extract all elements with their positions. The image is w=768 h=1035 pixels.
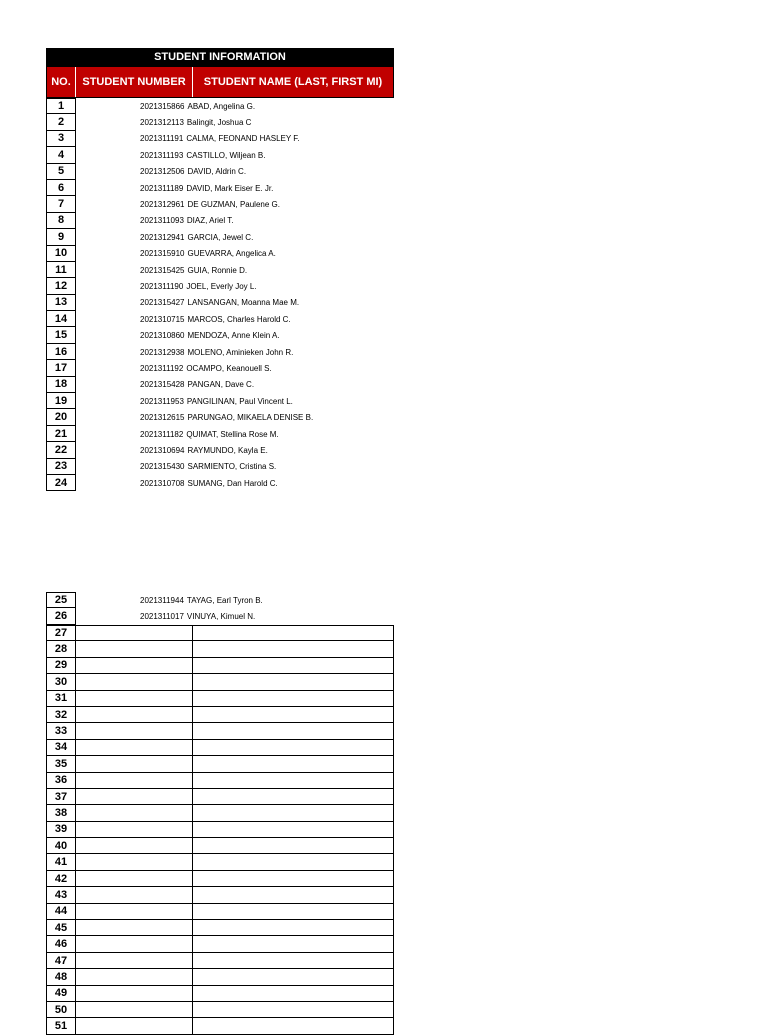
table-row	[46, 246, 394, 262]
table-row	[46, 740, 394, 756]
empty-cells	[76, 822, 394, 838]
student-record	[140, 377, 254, 393]
row-number: 30	[46, 674, 76, 690]
empty-cells	[76, 723, 394, 739]
student-number: 2021311182	[140, 429, 184, 439]
student-number: 2021311189	[140, 183, 184, 193]
student-record	[140, 475, 278, 491]
row-number: 44	[46, 904, 76, 920]
student-record	[140, 98, 255, 114]
table-row	[46, 164, 394, 180]
student-number: 2021312941	[140, 232, 185, 242]
table-row	[46, 196, 394, 212]
table-row	[46, 773, 394, 789]
student-record	[140, 278, 257, 294]
table-title: STUDENT INFORMATION	[46, 48, 394, 66]
row-number: 51	[46, 1018, 76, 1034]
student-number: 2021310860	[140, 331, 185, 341]
student-number: 2021315430	[140, 462, 185, 472]
table-row	[46, 278, 394, 294]
row-number: 33	[46, 723, 76, 739]
row-number: 39	[46, 822, 76, 838]
column-header-student-name: STUDENT NAME (LAST, FIRST MI)	[193, 67, 394, 97]
student-number: 2021315866	[140, 101, 185, 111]
row-number: 1	[46, 98, 76, 114]
student-name: PARUNGAO, MIKAELA DENISE B.	[187, 413, 314, 423]
student-number: 2021312113	[140, 118, 184, 128]
student-name: GARCIA, Jewel C.	[187, 232, 254, 242]
student-name: MENDOZA, Anne Klein A.	[187, 331, 280, 341]
row-number: 45	[46, 920, 76, 936]
student-name: SUMANG, Dan Harold C.	[187, 478, 278, 488]
student-rows	[46, 98, 394, 491]
table-row	[46, 147, 394, 163]
student-number: 2021312938	[140, 347, 185, 357]
student-record	[140, 393, 293, 409]
row-number: 13	[46, 295, 76, 311]
student-name: GUIA, Ronnie D.	[187, 265, 248, 275]
table-row	[46, 953, 394, 969]
student-name: SARMIENTO, Cristina S.	[187, 462, 277, 472]
row-number: 10	[46, 246, 76, 262]
row-number: 40	[46, 838, 76, 854]
student-name: OCAMPO, Keanouell S.	[186, 363, 272, 373]
student-record	[140, 164, 246, 180]
empty-cells	[76, 1018, 394, 1034]
row-number: 28	[46, 641, 76, 657]
student-name: MOLENO, Aminieken John R.	[187, 347, 294, 357]
table-row	[46, 393, 394, 409]
row-number: 5	[46, 164, 76, 180]
row-number: 25	[46, 592, 76, 608]
table-row	[46, 327, 394, 343]
student-name: ABAD, Angelina G.	[187, 101, 256, 111]
student-name: DIAZ, Ariel T.	[186, 216, 234, 226]
row-number: 48	[46, 969, 76, 985]
table-row	[46, 789, 394, 805]
table-row	[46, 360, 394, 376]
student-record	[140, 311, 291, 327]
row-number: 35	[46, 756, 76, 772]
row-number: 15	[46, 327, 76, 343]
student-name: QUIMAT, Stellina Rose M.	[186, 429, 279, 439]
row-number: 43	[46, 887, 76, 903]
empty-cells	[76, 838, 394, 854]
row-number: 42	[46, 871, 76, 887]
table-row	[46, 131, 394, 147]
table-row	[46, 442, 394, 458]
row-number: 31	[46, 691, 76, 707]
row-number: 24	[46, 475, 76, 491]
student-record	[140, 409, 313, 425]
row-number: 47	[46, 953, 76, 969]
student-record	[140, 459, 276, 475]
empty-cells	[76, 773, 394, 789]
table-row	[46, 625, 394, 641]
student-record	[140, 229, 253, 245]
student-record	[140, 426, 279, 442]
student-record	[140, 295, 299, 311]
table-row	[46, 658, 394, 674]
empty-cells	[76, 691, 394, 707]
student-number: 2021312615	[140, 413, 185, 423]
student-name: PANGILINAN, Paul Vincent L.	[186, 396, 293, 406]
row-number: 23	[46, 459, 76, 475]
student-number: 2021311953	[140, 396, 184, 406]
row-number: 12	[46, 278, 76, 294]
student-name: JOEL, Everly Joy L.	[186, 281, 257, 291]
empty-cells	[76, 658, 394, 674]
row-number: 38	[46, 805, 76, 821]
student-record	[140, 262, 247, 278]
student-name: TAYAG, Earl Tyron B.	[186, 595, 263, 605]
column-header-student-number: STUDENT NUMBER	[76, 67, 193, 97]
student-number: 2021311093	[140, 216, 184, 226]
student-number: 2021310715	[140, 314, 185, 324]
empty-rows	[46, 625, 394, 1035]
row-number: 18	[46, 377, 76, 393]
student-number: 2021311017	[140, 612, 184, 622]
student-number: 2021312961	[140, 200, 185, 210]
row-number: 46	[46, 936, 76, 952]
student-name: PANGAN, Dave C.	[187, 380, 255, 390]
row-number: 20	[46, 409, 76, 425]
student-record	[140, 114, 251, 130]
student-rows-continued	[46, 592, 394, 625]
row-number: 41	[46, 854, 76, 870]
table-row	[46, 409, 394, 425]
student-number: 2021310708	[140, 478, 185, 488]
table-row	[46, 887, 394, 903]
row-number: 22	[46, 442, 76, 458]
table-row	[46, 344, 394, 360]
student-number: 2021315427	[140, 298, 185, 308]
student-name: MARCOS, Charles Harold C.	[187, 314, 291, 324]
table-row	[46, 756, 394, 772]
student-record	[140, 196, 280, 212]
student-name: CALMA, FEONAND HASLEY F.	[186, 134, 300, 144]
table-row	[46, 904, 394, 920]
student-record	[140, 442, 268, 458]
row-number: 11	[46, 262, 76, 278]
student-name: DAVID, Aldrin C.	[187, 167, 247, 177]
table-row	[46, 707, 394, 723]
table-row	[46, 295, 394, 311]
row-number: 3	[46, 131, 76, 147]
row-number: 26	[46, 608, 76, 624]
student-record	[140, 344, 293, 360]
student-record	[140, 147, 265, 163]
student-information-table	[46, 48, 394, 98]
row-number: 32	[46, 707, 76, 723]
table-row	[46, 180, 394, 196]
table-row	[46, 592, 394, 608]
student-name: CASTILLO, Wiljean B.	[186, 150, 266, 160]
table-row	[46, 1018, 394, 1034]
table-row	[46, 674, 394, 690]
empty-cells	[76, 986, 394, 1002]
student-record	[140, 246, 276, 262]
student-number: 2021312506	[140, 167, 185, 177]
student-number: 2021315425	[140, 265, 185, 275]
table-row	[46, 723, 394, 739]
empty-cells	[76, 953, 394, 969]
table-row	[46, 838, 394, 854]
table-row	[46, 986, 394, 1002]
student-number: 2021311191	[140, 134, 184, 144]
table-row	[46, 822, 394, 838]
empty-cells	[76, 641, 394, 657]
empty-cells	[76, 625, 394, 641]
empty-cells	[76, 707, 394, 723]
student-name: Balingit, Joshua C	[186, 118, 252, 128]
empty-cells	[76, 789, 394, 805]
row-number: 9	[46, 229, 76, 245]
row-number: 29	[46, 658, 76, 674]
row-number: 36	[46, 773, 76, 789]
table-row	[46, 854, 394, 870]
table-row	[46, 426, 394, 442]
table-row	[46, 262, 394, 278]
student-record	[140, 592, 263, 608]
empty-cells	[76, 871, 394, 887]
table-row	[46, 969, 394, 985]
row-number: 4	[46, 147, 76, 163]
row-number: 49	[46, 986, 76, 1002]
student-number: 2021310694	[140, 445, 185, 455]
student-number: 2021315428	[140, 380, 185, 390]
row-number: 19	[46, 393, 76, 409]
empty-cells	[76, 887, 394, 903]
empty-cells	[76, 854, 394, 870]
student-name: DE GUZMAN, Paulene G.	[187, 200, 280, 210]
student-record	[140, 131, 300, 147]
empty-cells	[76, 1002, 394, 1018]
table-row	[46, 459, 394, 475]
row-number: 50	[46, 1002, 76, 1018]
student-number: 2021315910	[140, 249, 185, 259]
student-record	[140, 180, 273, 196]
empty-cells	[76, 969, 394, 985]
student-name: VINUYA, Kimuel N.	[186, 612, 256, 622]
empty-cells	[76, 674, 394, 690]
empty-cells	[76, 740, 394, 756]
row-number: 37	[46, 789, 76, 805]
table-row	[46, 1002, 394, 1018]
column-header-no: NO.	[46, 67, 76, 97]
student-record	[140, 360, 272, 376]
row-number: 2	[46, 114, 76, 130]
row-number: 14	[46, 311, 76, 327]
student-record	[140, 608, 255, 624]
empty-cells	[76, 936, 394, 952]
student-name: RAYMUNDO, Kayla E.	[187, 445, 268, 455]
table-row	[46, 920, 394, 936]
row-number: 6	[46, 180, 76, 196]
student-record	[140, 213, 233, 229]
row-number: 21	[46, 426, 76, 442]
empty-cells	[76, 904, 394, 920]
empty-cells	[76, 805, 394, 821]
student-number: 2021311192	[140, 363, 184, 373]
table-row	[46, 98, 394, 114]
table-row	[46, 114, 394, 130]
table-row	[46, 936, 394, 952]
table-row	[46, 229, 394, 245]
table-row	[46, 311, 394, 327]
table-row	[46, 377, 394, 393]
student-record	[140, 327, 280, 343]
table-row	[46, 213, 394, 229]
row-number: 7	[46, 196, 76, 212]
row-number: 8	[46, 213, 76, 229]
row-number: 27	[46, 625, 76, 641]
row-number: 17	[46, 360, 76, 376]
table-row	[46, 641, 394, 657]
table-row	[46, 608, 394, 624]
table-row	[46, 475, 394, 491]
table-header	[46, 66, 394, 98]
empty-cells	[76, 920, 394, 936]
table-row	[46, 805, 394, 821]
student-name: LANSANGAN, Moanna Mae M.	[187, 298, 300, 308]
student-number: 2021311944	[140, 595, 184, 605]
table-row	[46, 691, 394, 707]
student-number: 2021311190	[140, 281, 184, 291]
student-name: DAVID, Mark Eiser E. Jr.	[186, 183, 274, 193]
empty-cells	[76, 756, 394, 772]
row-number: 34	[46, 740, 76, 756]
student-number: 2021311193	[140, 150, 184, 160]
table-row	[46, 871, 394, 887]
row-number: 16	[46, 344, 76, 360]
student-name: GUEVARRA, Angelica A.	[187, 249, 276, 259]
